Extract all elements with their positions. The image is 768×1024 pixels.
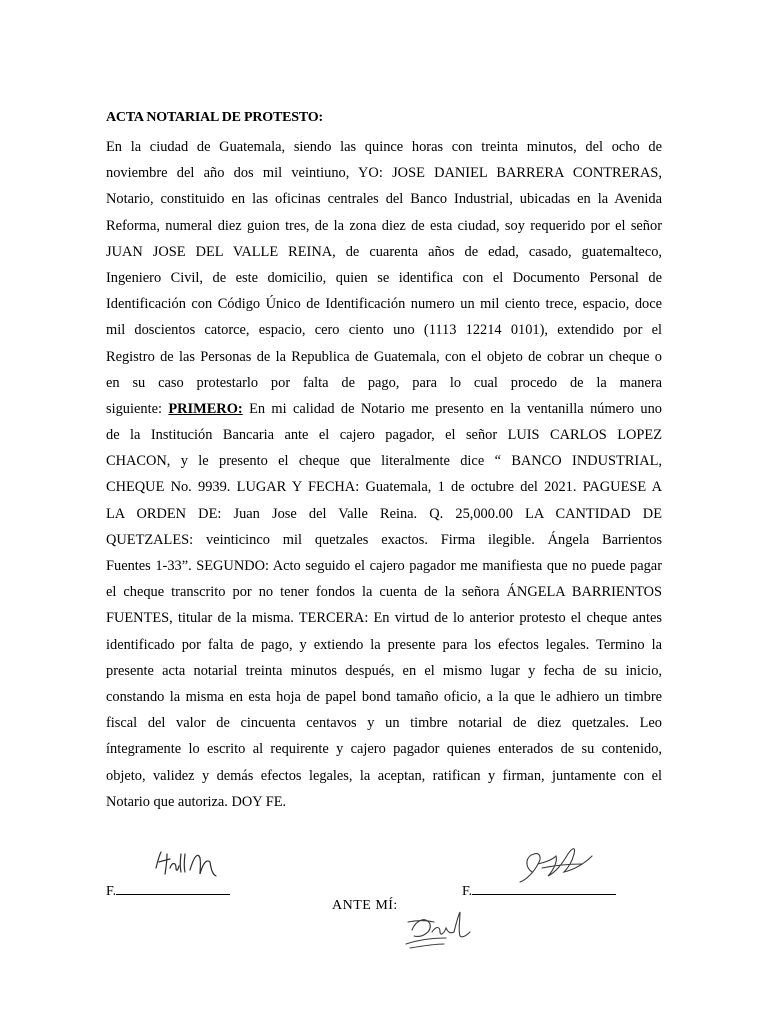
body-line: Notario que autoriza. DOY FE. [106, 793, 287, 810]
body-line-prefix: siguiente: [106, 400, 162, 417]
left-signature-rule [116, 882, 230, 895]
body-line: identificado por falta de pago, y extiendo la presente para los efectos legales. Termino la [106, 636, 662, 653]
body-line: JUAN JOSE DEL VALLE REINA, de cuarenta años de edad, casado, guatemalteco, [106, 243, 662, 260]
body-line: el cheque transcrito por no tener fondos la cuenta de la señora ÁNGELA BARRIENTOS [106, 584, 662, 601]
right-signature-label: F. [462, 884, 473, 899]
body-line-primero [106, 396, 662, 422]
body-line: Ingeniero Civil, de este domicilio, quien se identifica con el Documento Personal de [106, 269, 662, 286]
body-line: objeto, validez y demás efectos legales, la aceptan, ratifican y firman, juntamente con el [106, 767, 662, 784]
body-line: en su caso protestarlo por falta de pago, para lo cual procedo de la manera [106, 374, 662, 391]
body-line: noviembre del año dos mil veintiuno, YO: JOSE DANIEL BARRERA CONTRERAS, [106, 165, 662, 182]
document-body [106, 134, 662, 815]
body-line: Notario, constituido en las oficinas centrales del Banco Industrial, ubicadas en la Avenida [106, 191, 662, 208]
body-line: CHEQUE No. 9939. LUGAR Y FECHA: Guatemala, 1 de octubre del 2021. PAGUESE A [106, 479, 662, 496]
body-line: QUETZALES: veinticinco mil quetzales exactos. Firma ilegible. Ángela Barrientos [106, 531, 662, 548]
body-line: Identificación con Código Único de Identificación numero un mil ciento trece, espacio, doce [106, 296, 662, 313]
body-line: En la ciudad de Guatemala, siendo las quince horas con treinta minutos, del ocho de [106, 139, 662, 155]
notary-signature [400, 906, 480, 954]
body-line: mil doscientos catorce, espacio, cero ciento uno (1113 12214 0101), extendido por el [106, 322, 662, 339]
left-signature-line [106, 882, 230, 900]
body-line: CHACON, y le presento el cheque que literalmente dice “ BANCO INDUSTRIAL, [106, 453, 662, 470]
document-title: ACTA NOTARIAL DE PROTESTO: [106, 110, 323, 125]
body-line: íntegramente lo escrito al requirente y cajero pagador quienes enterados de su contenido, [106, 741, 662, 758]
left-signature [150, 848, 230, 884]
body-line: FUENTES, titular de la misma. TERCERA: En virtud de lo anterior protesto el cheque antes [106, 610, 662, 627]
right-signature-line [462, 882, 616, 900]
right-signature-rule [472, 882, 616, 895]
left-signature-label: F. [106, 884, 117, 899]
body-line: Fuentes 1-33”. SEGUNDO: Acto seguido el cajero pagador me manifiesta que no puede pagar [106, 558, 662, 574]
body-line: constando la misma en esta hoja de papel bond tamaño oficio, a la que le adhiero un timbre [106, 688, 662, 705]
body-line: de la Institución Bancaria ante el cajero pagador, el señor LUIS CARLOS LOPEZ [106, 427, 662, 444]
ante-mi-label: ANTE MÍ: [332, 898, 398, 913]
body-line: Reforma, numeral diez guion tres, de la zona diez de esta ciudad, soy requerido por el señor [106, 217, 662, 234]
body-line: LA ORDEN DE: Juan Jose del Valle Reina. Q. 25,000.00 LA CANTIDAD DE [106, 505, 662, 522]
body-line: fiscal del valor de cincuenta centavos y un timbre notarial de diez quetzales. Leo [106, 715, 662, 732]
body-line-rest: En mi calidad de Notario me presento en la ventanilla número uno [249, 400, 662, 417]
body-line: Registro de las Personas de la Republica de Guatemala, con el objeto de cobrar un cheque o [106, 348, 662, 365]
primero-heading: PRIMERO: [168, 400, 243, 417]
body-line: presente acta notarial treinta minutos después, en el mismo lugar y fecha de su inicio, [106, 662, 662, 679]
